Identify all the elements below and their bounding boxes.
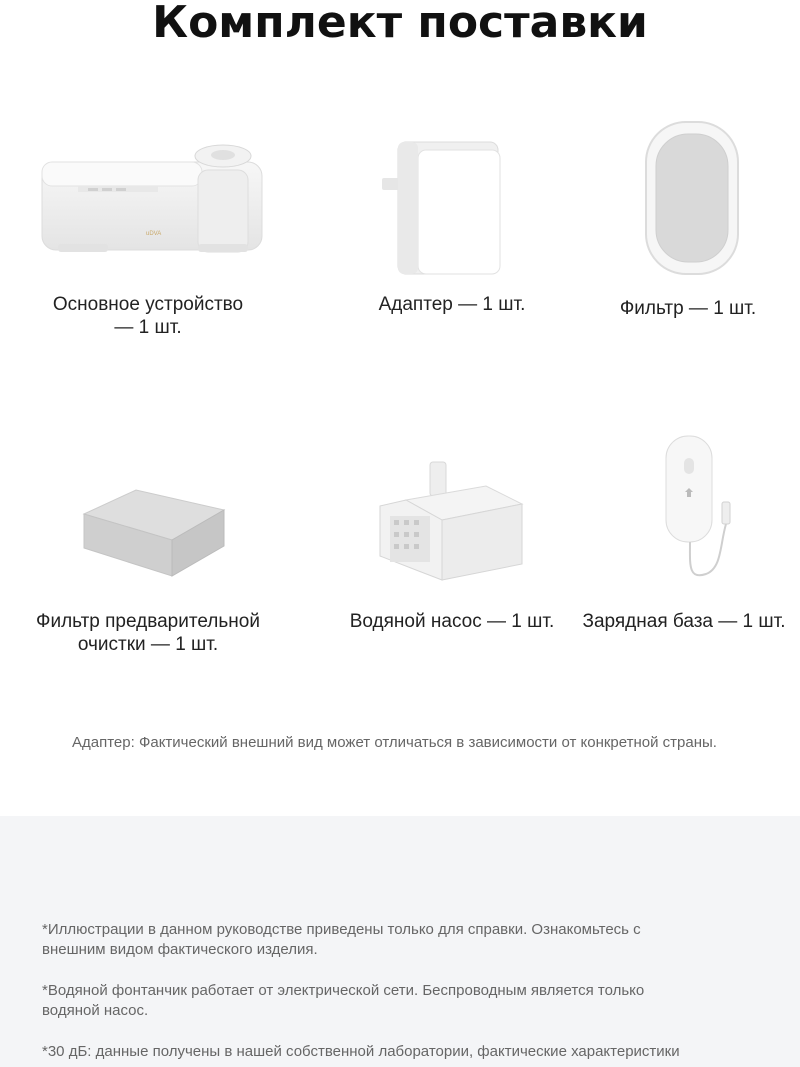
- caption-line: Основное устройство: [52, 294, 244, 315]
- disclaimer-line: внешним видом фактического изделия.: [42, 941, 318, 958]
- charging-base-caption: [578, 610, 790, 633]
- caption-line: Фильтр — 1 шт.: [619, 298, 757, 319]
- pre-filter-image: [74, 484, 232, 582]
- caption-line: Зарядная база — 1 шт.: [582, 611, 786, 632]
- filter-image: [642, 118, 742, 278]
- caption-line: Водяной насос — 1 шт.: [349, 611, 555, 632]
- water-pump-caption: [340, 610, 564, 633]
- water-pump-image: [376, 460, 526, 584]
- disclaimer-line: водяной насос.: [42, 1002, 149, 1019]
- disclaimer-2: [42, 981, 722, 1021]
- disclaimer-line: *Иллюстрации в данном руководстве приведены только для справки. Ознакомьтесь с: [42, 921, 641, 938]
- main-unit-image: [38, 140, 268, 265]
- caption-line: очистки — 1 шт.: [77, 634, 219, 655]
- adapter-caption: [342, 293, 562, 316]
- caption-line: Адаптер — 1 шт.: [378, 294, 526, 315]
- adapter-image: [372, 138, 512, 280]
- disclaimer-line: *30 дБ: данные получены в нашей собственной лаборатории, фактические характеристики: [42, 1043, 680, 1060]
- disclaimer-line: *Водяной фонтанчик работает от электрической сети. Беспроводным является только: [42, 982, 645, 999]
- disclaimer-3: [42, 1042, 722, 1062]
- caption-line: Фильтр предварительной: [36, 611, 260, 632]
- filter-caption: [578, 297, 798, 320]
- device-logo: uDVA: [146, 231, 162, 237]
- main-unit-caption: [38, 293, 258, 339]
- disclaimer-1: [42, 920, 722, 960]
- adapter-note: Адаптер: Фактический внешний вид может отличаться в зависимости от конкретной страны.: [72, 734, 717, 751]
- pre-filter-caption: [28, 610, 268, 656]
- charging-base-image: [660, 434, 744, 582]
- page-title: Комплект поставки: [152, 0, 648, 48]
- caption-line: — 1 шт.: [114, 317, 182, 338]
